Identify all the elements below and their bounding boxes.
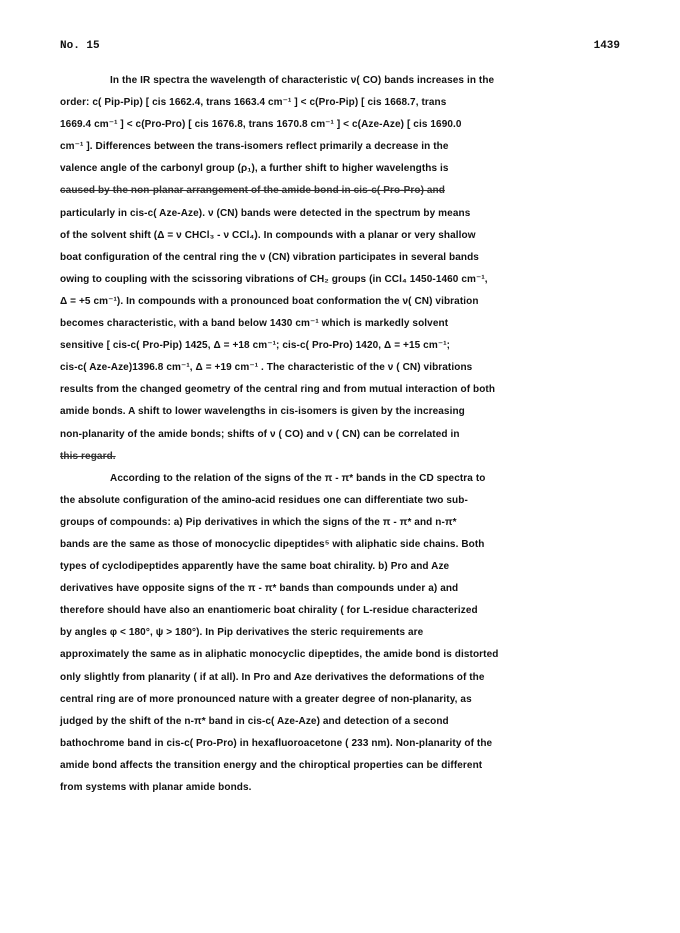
- text-line: this regard.: [60, 450, 116, 462]
- text-line: bands are the same as those of monocyclic dipeptides⁵ with aliphatic side chains. Both: [60, 538, 485, 550]
- text-line: amide bond affects the transition energy and the chiroptical properties can be different: [60, 759, 483, 771]
- text-line: cis-c( Aze-Aze)1396.8 cm⁻¹, Δ = +19 cm⁻¹ . The characteristic of the ν ( CN) vibrations: [60, 362, 473, 374]
- text-line: particularly in cis-c( Aze-Aze). ν (CN) bands were detected in the spectrum by means: [60, 207, 471, 219]
- text-line: 1669.4 cm⁻¹ ] < c(Pro-Pro) [ cis 1676.8, trans 1670.8 cm⁻¹ ] < c(Aze-Aze) [ cis 1690.0: [60, 119, 462, 131]
- text-line: of the solvent shift (Δ = ν CHCl₃ - ν CCl₄). In compounds with a planar or very shallow: [60, 229, 476, 241]
- text-line: groups of compounds: a) Pip derivatives in which the signs of the π - π* and n-π*: [60, 516, 457, 528]
- text-line: derivatives have opposite signs of the π - π* bands than compounds under a) and: [60, 583, 459, 595]
- text-line: According to the relation of the signs of the π - π* bands in the CD spectra to: [110, 472, 486, 484]
- text-line: cm⁻¹ ]. Differences between the trans-isomers reflect primarily a decrease in the: [60, 141, 449, 153]
- paragraph-ir-spectra: [60, 70, 625, 468]
- text-line: Δ = +5 cm⁻¹). In compounds with a pronounced boat conformation the ν( CN) vibration: [60, 295, 479, 307]
- text-line: non-planarity of the amide bonds; shifts of ν ( CO) and ν ( CN) can be correlated in: [60, 428, 460, 440]
- text-line: from systems with planar amide bonds.: [60, 782, 252, 793]
- text-line: therefore should have also an enantiomeric boat chirality ( for L-residue characterized: [60, 605, 478, 617]
- text-line: the absolute configuration of the amino-acid residues one can differentiate two sub-: [60, 494, 468, 506]
- text-line: owing to coupling with the scissoring vibrations of CH₂ groups (in CCl₄ 1450-1460 cm⁻¹,: [60, 273, 488, 285]
- text-line: caused by the non-planar arrangement of the amide bond in cis-c( Pro-Pro) and: [60, 185, 445, 197]
- text-line: only slightly from planarity ( if at all). In Pro and Aze derivatives the deformations of the: [60, 671, 485, 683]
- text-line: judged by the shift of the n-π* band in cis-c( Aze-Aze) and detection of a second: [60, 715, 449, 727]
- text-line: In the IR spectra the wavelength of characteristic ν( CO) bands increases in the: [110, 75, 495, 86]
- text-line: boat configuration of the central ring the ν (CN) vibration participates in several bands: [60, 251, 479, 263]
- text-line: sensitive [ cis-c( Pro-Pip) 1425, Δ = +18 cm⁻¹; cis-c( Pro-Pro) 1420, Δ = +15 cm⁻¹;: [60, 340, 451, 352]
- text-line: results from the changed geometry of the central ring and from mutual interaction of both: [60, 384, 496, 396]
- text-line: amide bonds. A shift to lower wavelengths in cis-isomers is given by the increasing: [60, 406, 465, 418]
- paragraph-cd-spectra: [60, 468, 625, 799]
- text-line: becomes characteristic, with a band below 1430 cm⁻¹ which is markedly solvent: [60, 318, 449, 330]
- text-line: central ring are of more pronounced nature with a greater degree of non-planarity, as: [60, 693, 472, 705]
- running-head: [60, 40, 620, 56]
- text-line: by angles φ < 180°, ψ > 180°). In Pip derivatives the steric requirements are: [60, 627, 424, 639]
- text-line: order: c( Pip-Pip) [ cis 1662.4, trans 1663.4 cm⁻¹ ] < c(Pro-Pip) [ cis 1668.7, trans: [60, 97, 447, 109]
- text-line: approximately the same as in aliphatic monocyclic dipeptides, the amide bond is distorted: [60, 649, 499, 661]
- text-line: bathochrome band in cis-c( Pro-Pro) in hexafluoroacetone ( 233 nm). Non-planarity of the: [60, 737, 493, 749]
- page-number: 1439: [593, 40, 620, 52]
- text-line: valence angle of the carbonyl group (ρ₁), a further shift to higher wavelengths is: [60, 163, 449, 175]
- journal-issue-number: No. 15: [60, 40, 100, 52]
- text-line: types of cyclodipeptides apparently have the same boat chirality. b) Pro and Aze: [60, 561, 450, 573]
- article-body: [60, 70, 625, 799]
